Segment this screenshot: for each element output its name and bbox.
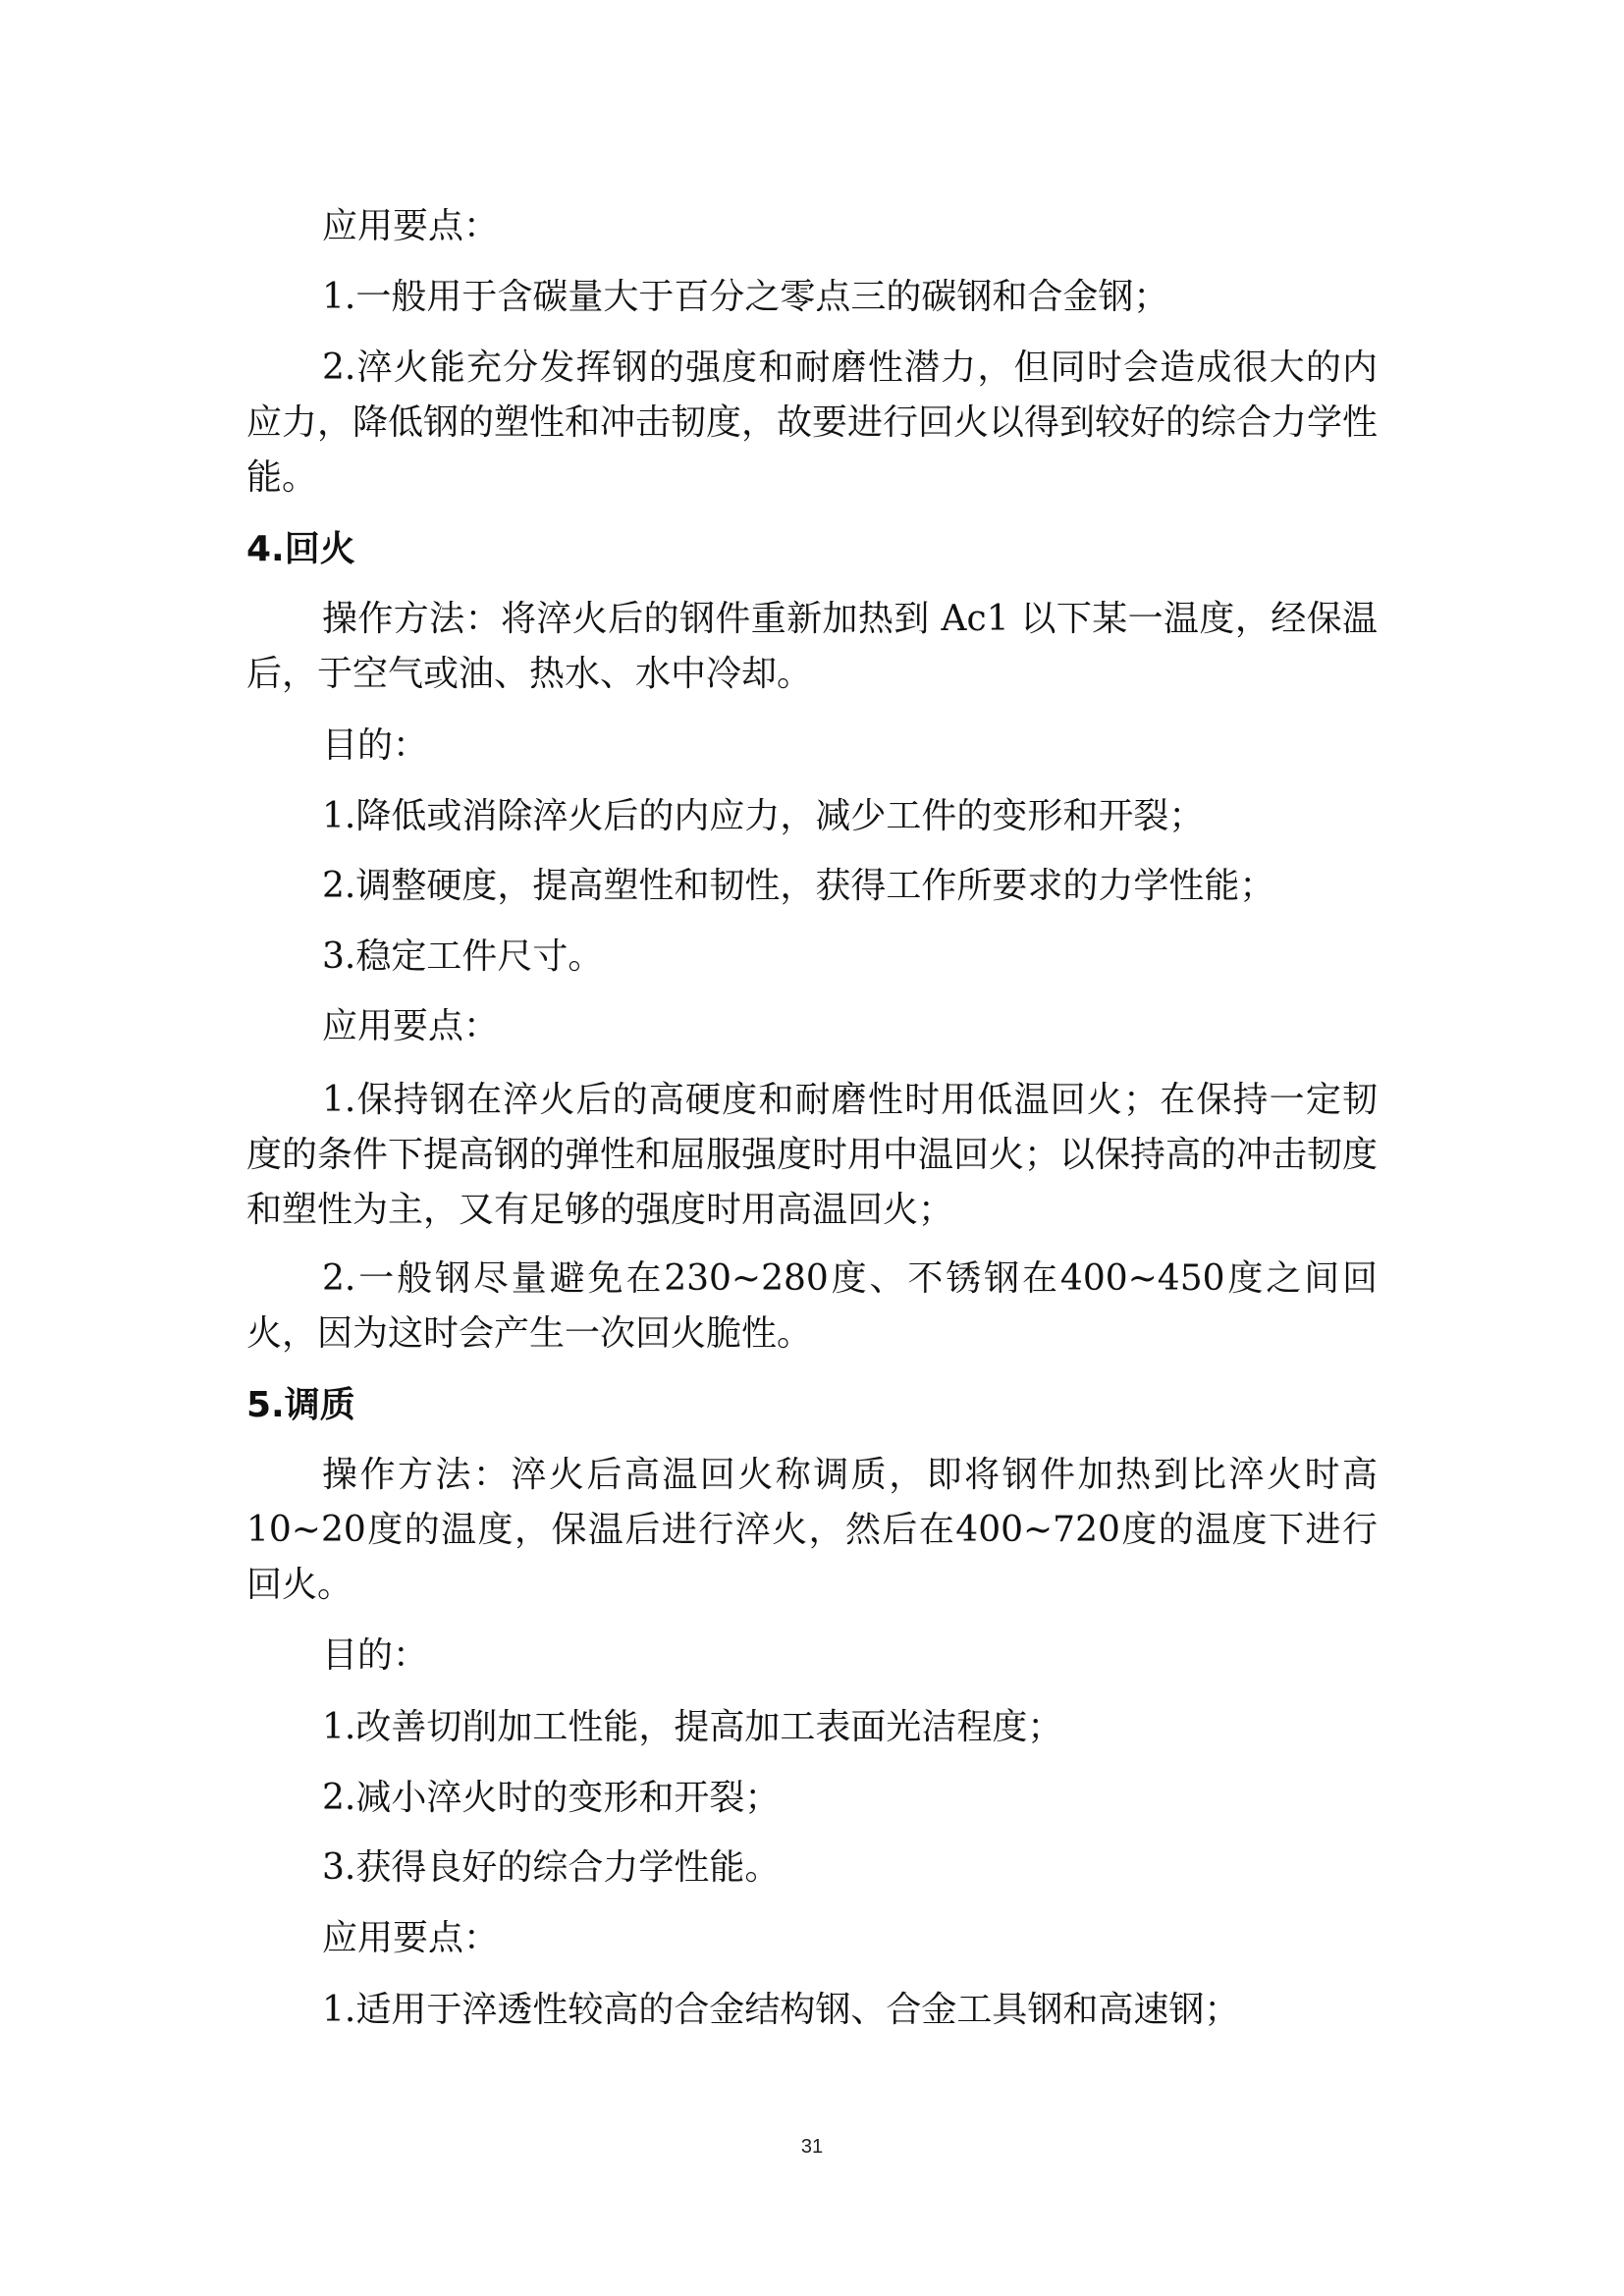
paragraph: 1.保持钢在淬火后的高硬度和耐磨性时用低温回火；在保持一定韧度的条件下提高钢的弹性和屈服强度时用中温回火；以保持高的冲击韧度和塑性为主，又有足够的强度时用高温回火； <box>246 1080 1379 1230</box>
paragraph: 2.减小淬火时的变形和开裂； <box>322 1778 781 1818</box>
paragraph: 2.调整硬度，提高塑性和韧性，获得工作所要求的力学性能； <box>322 866 1275 906</box>
paragraph-operation-method: 操作方法：将淬火后的钢件重新加热到 Ac1 以下某一温度，经保温后，于空气或油、热水、水中冷却。 <box>246 599 1378 694</box>
paragraph: 2.一般钢尽量避免在230~280度、不锈钢在400~450度之间回火，因为这时会产生一次回火脆性。 <box>246 1258 1378 1354</box>
paragraph: 3.稳定工件尺寸。 <box>322 936 604 977</box>
paragraph: 1.一般用于含碳量大于百分之零点三的碳钢和合金钢； <box>322 277 1169 317</box>
paragraph-application-points: 应用要点： <box>322 1006 500 1046</box>
paragraph-purpose: 目的： <box>322 1635 429 1676</box>
paragraph-operation-method: 操作方法：淬火后高温回火称调质，即将钢件加热到比淬火时高10~20度的温度，保温后进行淬火，然后在400~720度的温度下进行回火。 <box>246 1455 1378 1605</box>
paragraph: 1.降低或消除淬火后的内应力，减少工件的变形和开裂； <box>322 796 1205 836</box>
paragraph: 3.获得良好的综合力学性能。 <box>322 1847 781 1888</box>
paragraph: 1.改善切削加工性能，提高加工表面光洁程度； <box>322 1707 1063 1747</box>
section-heading-tempering: 4.回火 <box>246 529 355 569</box>
section-heading-quenching-tempering: 5.调质 <box>246 1385 355 1425</box>
paragraph-application-points: 应用要点： <box>322 206 500 246</box>
paragraph: 1.适用于淬透性较高的合金结构钢、合金工具钢和高速钢； <box>322 1990 1240 2030</box>
paragraph: 2.淬火能充分发挥钢的强度和耐磨性潜力，但同时会造成很大的内应力，降低钢的塑性和冲击韧度，故要进行回火以得到较好的综合力学性能。 <box>246 347 1379 498</box>
paragraph-purpose: 目的： <box>322 725 429 766</box>
paragraph-application-points: 应用要点： <box>322 1918 500 1958</box>
page-number: 31 <box>800 2136 824 2158</box>
